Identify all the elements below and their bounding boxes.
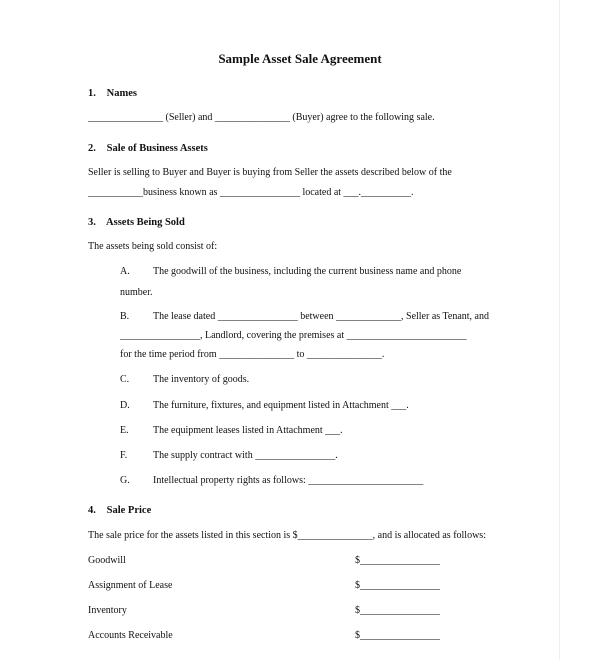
item-letter: F. <box>120 450 128 461</box>
asset-item-b-cont-2: for the time period from _______________ to _______________. <box>120 349 385 360</box>
section-4-heading <box>88 505 151 516</box>
allocation-row-lease <box>88 580 488 594</box>
item-letter: G. <box>120 475 130 486</box>
document-title: Sample Asset Sale Agreement <box>218 51 382 66</box>
item-letter: A. <box>120 266 130 277</box>
allocation-amount: $________________ <box>355 630 440 641</box>
section-1-heading <box>88 88 137 99</box>
item-text: Intellectual property rights as follows: _______________________ <box>153 475 424 486</box>
allocation-label: Goodwill <box>88 555 126 566</box>
item-letter: D. <box>120 400 130 411</box>
section-title: Sale Price <box>106 505 152 516</box>
sale-assets-line-2: ___________business known as ________________ located at ___.__________. <box>88 187 414 198</box>
section-title: Names <box>106 88 137 99</box>
allocation-label: Accounts Receivable <box>88 630 173 641</box>
allocation-row-receivables <box>88 630 488 644</box>
section-2-heading <box>88 143 208 154</box>
item-text: The equipment leases listed in Attachment ___. <box>153 425 343 436</box>
allocation-amount: $________________ <box>355 580 440 591</box>
item-text: The inventory of goods. <box>153 374 250 385</box>
section-number: 1. <box>88 88 96 99</box>
section-3-heading <box>88 217 185 228</box>
section-number: 4. <box>88 505 96 516</box>
item-letter: E. <box>120 425 129 436</box>
allocation-row-goodwill <box>88 555 488 569</box>
asset-item-b-cont-1: ________________, Landlord, covering the premises at ________________________ <box>120 330 467 341</box>
item-text: The goodwill of the business, including the current business name and phone <box>153 266 462 277</box>
page-edge-divider <box>559 0 560 660</box>
item-text: The supply contract with ________________. <box>153 450 338 461</box>
asset-item-a-cont: number. <box>120 287 153 298</box>
allocation-amount: $________________ <box>355 605 440 616</box>
sale-assets-line-1: Seller is selling to Buyer and Buyer is buying from Seller the assets described below of the <box>88 167 452 178</box>
item-text: The furniture, fixtures, and equipment listed in Attachment ___. <box>153 400 409 411</box>
section-title: Assets Being Sold <box>106 217 185 228</box>
section-title: Sale of Business Assets <box>106 143 208 154</box>
item-letter: B. <box>120 311 130 322</box>
sale-price-intro: The sale price for the assets listed in this section is $_______________, and is allocated as follows: <box>88 530 486 541</box>
section-number: 2. <box>88 143 96 154</box>
section-number: 3. <box>88 217 96 228</box>
allocation-label: Assignment of Lease <box>88 580 173 591</box>
allocation-amount: $________________ <box>355 555 440 566</box>
names-line: _______________ (Seller) and _______________ (Buyer) agree to the following sale. <box>88 112 435 123</box>
allocation-row-inventory <box>88 605 488 619</box>
item-letter: C. <box>120 374 130 385</box>
allocation-label: Inventory <box>88 605 127 616</box>
assets-intro: The assets being sold consist of: <box>88 241 218 252</box>
item-text: The lease dated ________________ between _____________, Seller as Tenant, and <box>153 311 489 322</box>
